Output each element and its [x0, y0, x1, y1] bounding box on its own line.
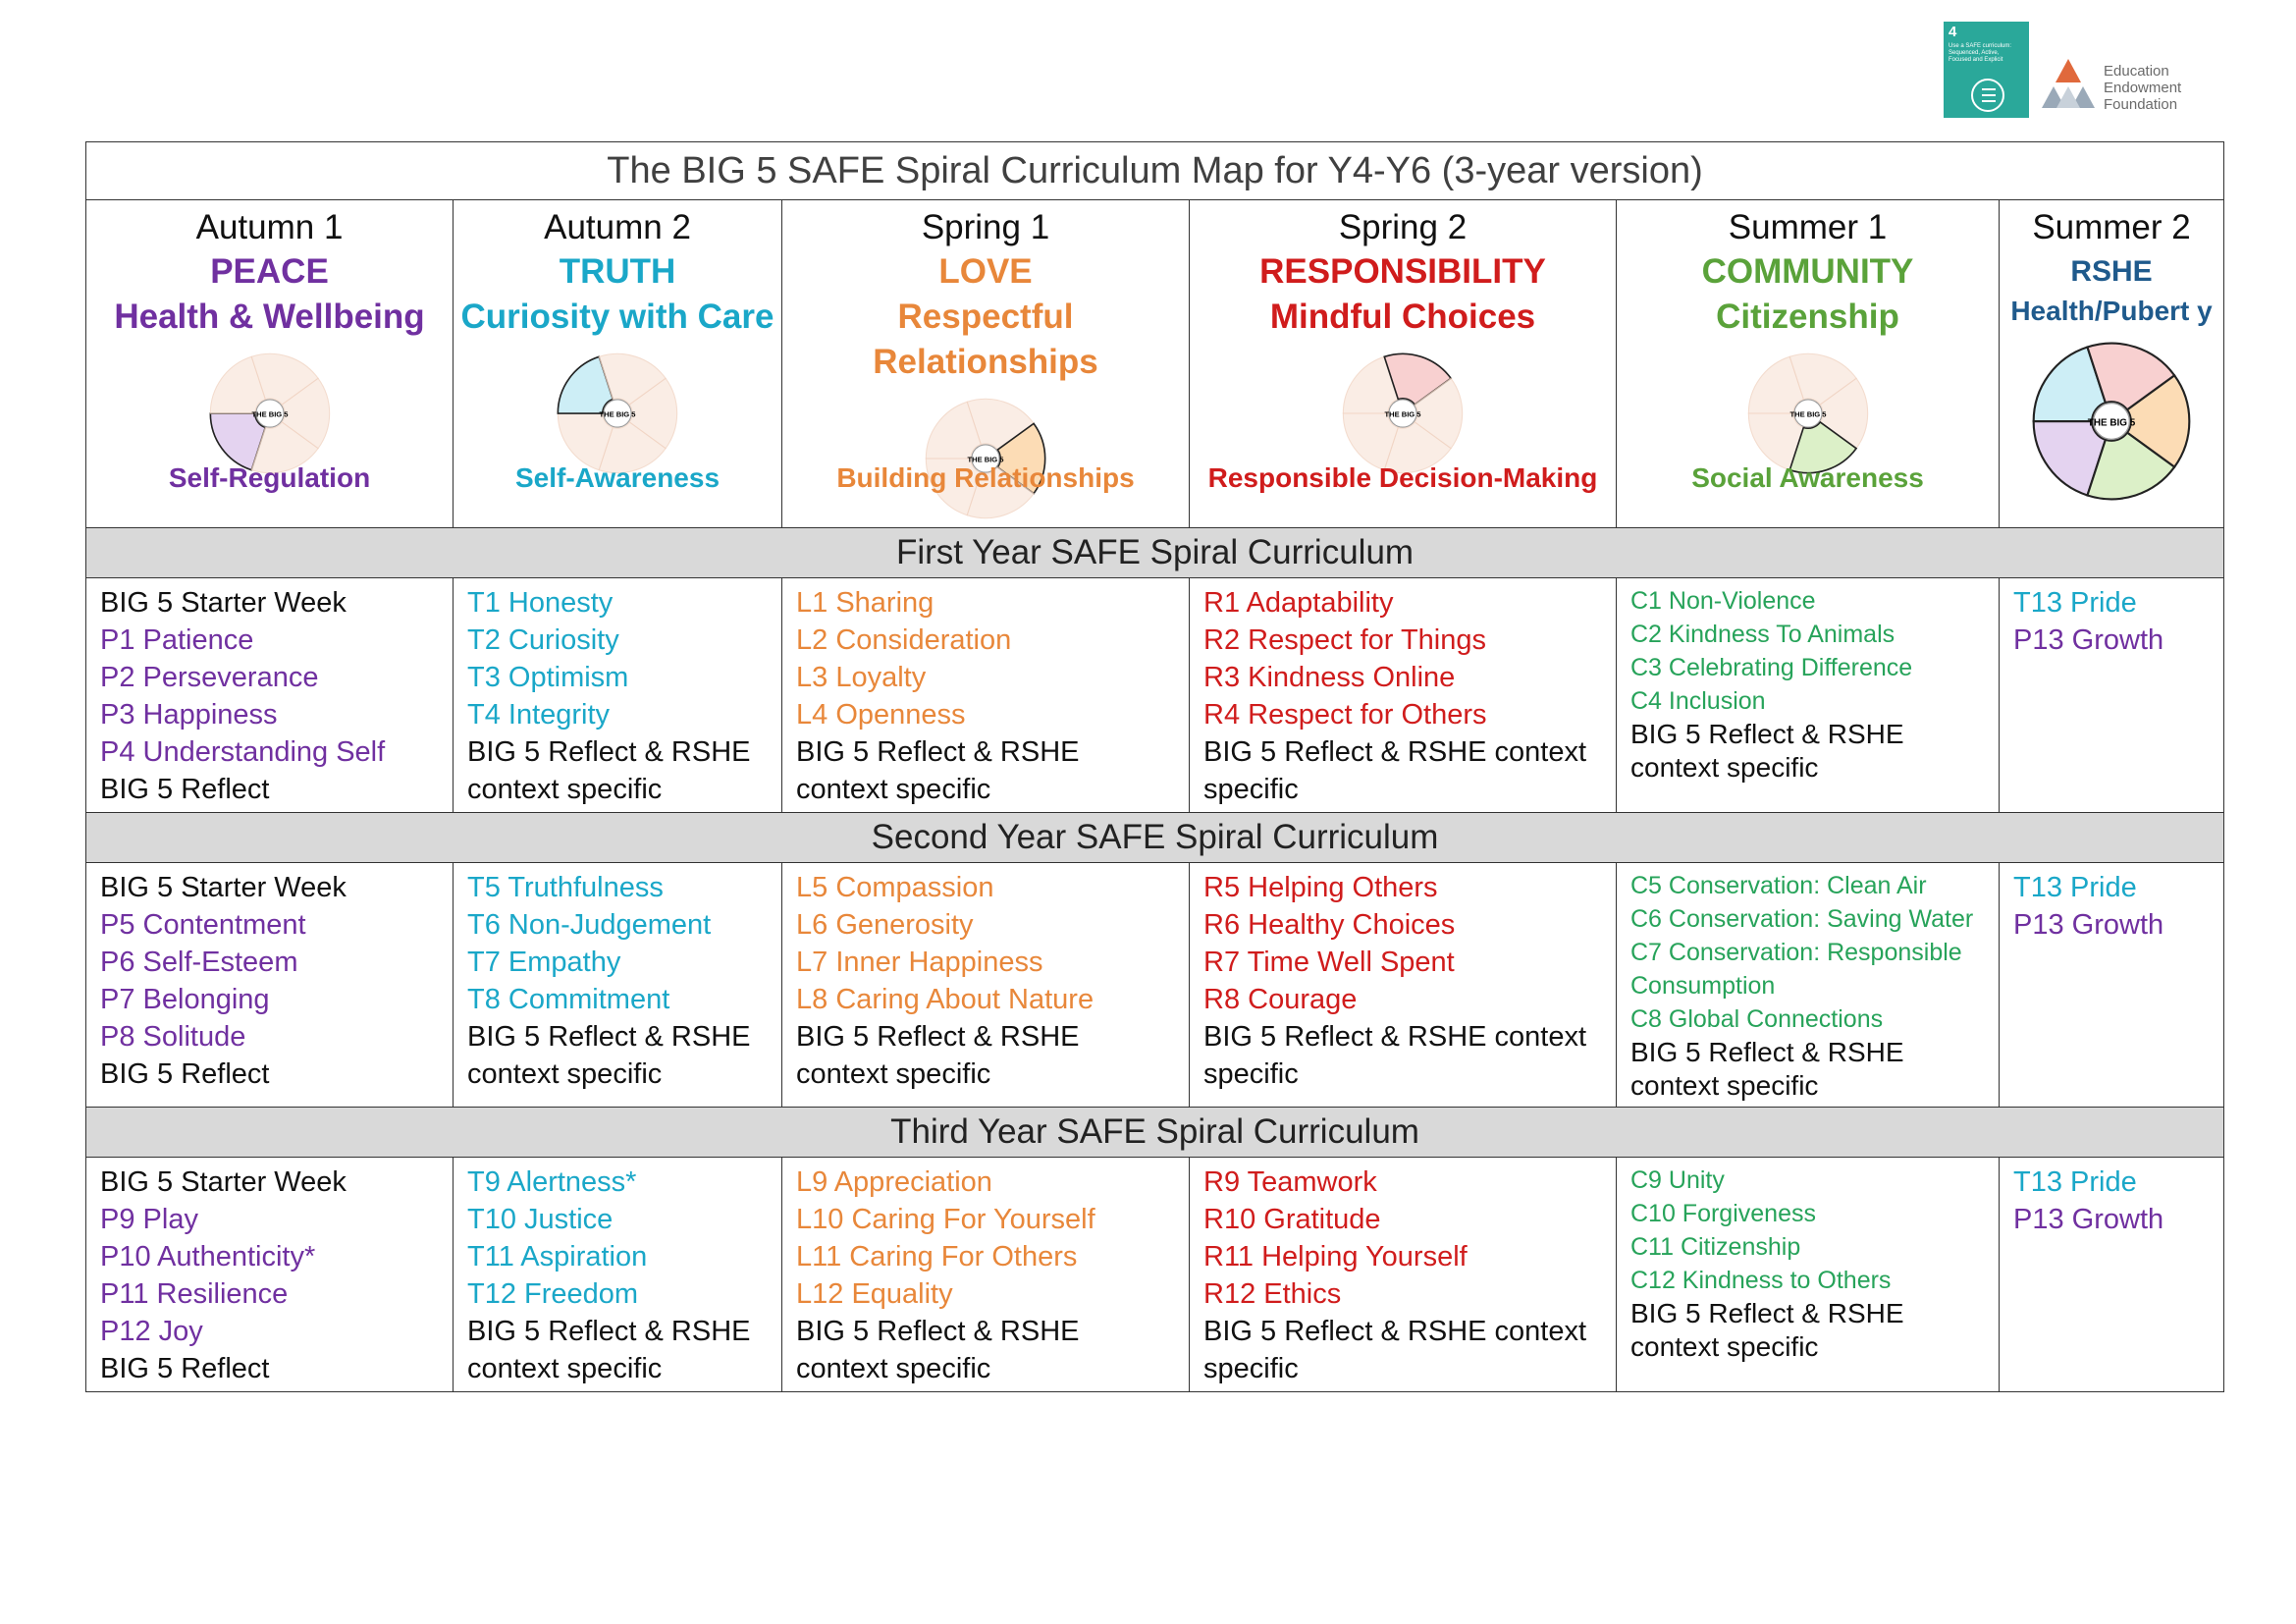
term-header-5	[2000, 200, 2224, 528]
lesson-item: C9 Unity	[1630, 1166, 1725, 1194]
lesson-item: T5 Truthfulness	[467, 872, 664, 903]
lesson-item: T8 Commitment	[467, 984, 670, 1015]
lesson-item: L5 Compassion	[796, 872, 994, 903]
big5-wheel-icon	[1339, 350, 1467, 477]
lesson-item: C3 Celebrating Difference	[1630, 654, 1913, 681]
theme-name: RESPONSIBILITY	[1259, 252, 1546, 291]
badge-text: Use a SAFE curriculum: Sequenced, Active, Focused and Explicit	[1949, 43, 2012, 63]
wheel-center-label: THE BIG 5	[1384, 409, 1421, 419]
term-header-1	[454, 200, 782, 528]
lesson-item: P2 Perseverance	[100, 662, 319, 693]
theme-name: TRUTH	[559, 252, 676, 291]
term-name: Spring 1	[921, 208, 1050, 246]
lesson-item: T1 Honesty	[467, 587, 614, 619]
lesson-item: P13 Growth	[2013, 909, 2164, 941]
lesson-item: P11 Resilience	[100, 1278, 289, 1310]
lesson-item: R11 Helping Yourself	[1203, 1241, 1468, 1272]
wheel-center-label: THE BIG 5	[599, 409, 636, 419]
curriculum-cell	[1190, 863, 1617, 1108]
lesson-item: P13 Growth	[2013, 624, 2164, 656]
lesson-item: T2 Curiosity	[467, 624, 619, 656]
curriculum-map-table	[85, 141, 2224, 1392]
lesson-item: T11 Aspiration	[467, 1241, 648, 1272]
wheel-center-label: THE BIG 5	[967, 455, 1004, 464]
lesson-item: T13 Pride	[2013, 1166, 2137, 1198]
curriculum-cell	[1617, 1158, 2000, 1392]
big5-wheel-icon	[554, 350, 681, 477]
term-name: Autumn 1	[195, 208, 344, 246]
lesson-item: BIG 5 Reflect & RSHE context specific	[467, 1316, 751, 1384]
lesson-item: P9 Play	[100, 1204, 198, 1235]
lesson-item: P10 Authenticity*	[100, 1241, 316, 1272]
lesson-item: BIG 5 Reflect & RSHE context specific	[1630, 1037, 1904, 1101]
lesson-item: L2 Consideration	[796, 624, 1012, 656]
lesson-item: BIG 5 Reflect	[100, 1058, 270, 1090]
wheel-center-label: THE BIG 5	[1789, 409, 1827, 419]
lesson-item: BIG 5 Reflect & RSHE context specific	[796, 1021, 1080, 1090]
term-name: Summer 2	[2032, 208, 2191, 246]
year-heading: Second Year SAFE Spiral Curriculum	[86, 813, 2224, 863]
lesson-item: C6 Conservation: Saving Water	[1630, 905, 1974, 933]
lesson-item: P8 Solitude	[100, 1021, 246, 1053]
skill-label: Social Awareness	[1691, 462, 1924, 493]
header-logos	[1944, 22, 2238, 120]
lesson-item: L11 Caring For Others	[796, 1241, 1078, 1272]
lesson-item: BIG 5 Starter Week	[100, 872, 347, 903]
term-name: Summer 1	[1728, 208, 1888, 246]
curriculum-cell	[2000, 1158, 2224, 1392]
lesson-item: L6 Generosity	[796, 909, 974, 941]
wheel-center-label: THE BIG 5	[2087, 417, 2136, 429]
lesson-item: C8 Global Connections	[1630, 1005, 1884, 1033]
lesson-item: T4 Integrity	[467, 699, 611, 731]
lesson-item: L10 Caring For Yourself	[796, 1204, 1095, 1235]
big5-wheel-icon	[2028, 338, 2195, 505]
skill-label: Responsible Decision-Making	[1207, 462, 1598, 493]
page-title: The BIG 5 SAFE Spiral Curriculum Map for Y4-Y6 (3-year version)	[86, 142, 2224, 200]
lesson-item: BIG 5 Reflect & RSHE context specific	[796, 1316, 1080, 1384]
term-header-2	[782, 200, 1190, 528]
lesson-item: C2 Kindness To Animals	[1630, 621, 1896, 648]
lesson-item: R2 Respect for Things	[1203, 624, 1486, 656]
lesson-item: R12 Ethics	[1203, 1278, 1342, 1310]
lesson-item: BIG 5 Reflect	[100, 774, 270, 805]
year-heading: First Year SAFE Spiral Curriculum	[86, 528, 2224, 578]
lesson-item: C5 Conservation: Clean Air	[1630, 872, 1927, 899]
curriculum-cell	[1617, 578, 2000, 813]
theme-subtitle: Respectful Relationships	[873, 298, 1098, 381]
lesson-item: P6 Self-Esteem	[100, 947, 298, 978]
curriculum-cell	[1190, 578, 1617, 813]
curriculum-cell	[86, 1158, 454, 1392]
curriculum-cell	[454, 863, 782, 1108]
term-header-4	[1617, 200, 2000, 528]
lesson-item: P5 Contentment	[100, 909, 306, 941]
lesson-item: R7 Time Well Spent	[1203, 947, 1455, 978]
term-header-3	[1190, 200, 1617, 528]
lesson-item: T13 Pride	[2013, 872, 2137, 903]
theme-name: RSHE	[2070, 255, 2153, 288]
lesson-item: L9 Appreciation	[796, 1166, 992, 1198]
curriculum-cell	[2000, 578, 2224, 813]
curriculum-cell	[86, 863, 454, 1108]
lesson-item: R10 Gratitude	[1203, 1204, 1381, 1235]
lesson-item: R6 Healthy Choices	[1203, 909, 1456, 941]
lesson-item: T12 Freedom	[467, 1278, 639, 1310]
skill-label: Self-Regulation	[168, 462, 371, 493]
lesson-item: BIG 5 Reflect & RSHE context specific	[1203, 736, 1587, 805]
skill-label: Self-Awareness	[514, 462, 721, 493]
theme-subtitle: Citizenship	[1716, 298, 1899, 336]
curriculum-cell	[454, 578, 782, 813]
lesson-item: BIG 5 Starter Week	[100, 1166, 347, 1198]
lesson-item: BIG 5 Reflect & RSHE context specific	[467, 736, 751, 805]
curriculum-cell	[782, 1158, 1190, 1392]
curriculum-cell	[782, 578, 1190, 813]
lesson-item: C1 Non-Violence	[1630, 587, 1816, 615]
big5-wheel-icon	[922, 395, 1049, 522]
lesson-item: BIG 5 Reflect & RSHE context specific	[467, 1021, 751, 1090]
lesson-item: BIG 5 Reflect & RSHE context specific	[1203, 1316, 1587, 1384]
lesson-item: R3 Kindness Online	[1203, 662, 1456, 693]
lesson-item: P1 Patience	[100, 624, 254, 656]
lesson-item: L3 Loyalty	[796, 662, 927, 693]
term-header-0	[86, 200, 454, 528]
lesson-item: P7 Belonging	[100, 984, 270, 1015]
lesson-item: L4 Openness	[796, 699, 966, 731]
lesson-item: R1 Adaptability	[1203, 587, 1394, 619]
lesson-item: L1 Sharing	[796, 587, 934, 619]
theme-subtitle: Health/Pubert y	[2010, 296, 2213, 326]
lesson-item: T9 Alertness*	[467, 1166, 637, 1198]
lesson-item: BIG 5 Reflect & RSHE context specific	[1203, 1021, 1587, 1090]
theme-subtitle: Health & Wellbeing	[114, 298, 425, 336]
eef-logo-text: Education Endowment Foundation	[2104, 63, 2182, 113]
skill-label: Building Relationships	[836, 462, 1135, 493]
badge-number: 4	[1949, 24, 1957, 40]
curriculum-cell	[1190, 1158, 1617, 1392]
lesson-item: R4 Respect for Others	[1203, 699, 1487, 731]
lesson-item: BIG 5 Reflect & RSHE context specific	[1630, 1298, 1904, 1362]
lesson-item: T7 Empathy	[467, 947, 621, 978]
lesson-item: L12 Equality	[796, 1278, 953, 1310]
safe-badge-logo	[1944, 22, 2029, 118]
curriculum-cell	[454, 1158, 782, 1392]
theme-subtitle: Mindful Choices	[1269, 298, 1536, 336]
curriculum-cell	[782, 863, 1190, 1108]
lesson-item: L8 Caring About Nature	[796, 984, 1095, 1015]
lesson-item: C11 Citizenship	[1630, 1233, 1801, 1261]
lesson-item: R8 Courage	[1203, 984, 1358, 1015]
list-icon	[1971, 79, 2004, 112]
big5-wheel-icon	[1744, 350, 1872, 477]
lesson-item: BIG 5 Reflect & RSHE context specific	[796, 736, 1080, 805]
lesson-item: T13 Pride	[2013, 587, 2137, 619]
lesson-item: C12 Kindness to Others	[1630, 1267, 1892, 1294]
theme-subtitle: Curiosity with Care	[460, 298, 774, 336]
lesson-item: BIG 5 Starter Week	[100, 587, 347, 619]
lesson-item: R5 Helping Others	[1203, 872, 1438, 903]
lesson-item: C10 Forgiveness	[1630, 1200, 1816, 1227]
lesson-item: T3 Optimism	[467, 662, 629, 693]
lesson-item: BIG 5 Reflect & RSHE context specific	[1630, 719, 1904, 783]
lesson-item: R9 Teamwork	[1203, 1166, 1377, 1198]
term-name: Spring 2	[1338, 208, 1468, 246]
theme-name: COMMUNITY	[1701, 252, 1914, 291]
theme-name: PEACE	[210, 252, 329, 291]
lesson-item: P12 Joy	[100, 1316, 203, 1347]
lesson-item: C7 Conservation: Responsible Consumption	[1630, 939, 1962, 1000]
lesson-item: T6 Non-Judgement	[467, 909, 712, 941]
wheel-center-label: THE BIG 5	[250, 409, 289, 419]
curriculum-cell	[2000, 863, 2224, 1108]
term-name: Autumn 2	[544, 208, 691, 246]
curriculum-cell	[1617, 863, 2000, 1108]
lesson-item: C4 Inclusion	[1630, 687, 1766, 715]
lesson-item: BIG 5 Reflect	[100, 1353, 270, 1384]
big5-wheel-icon	[206, 350, 334, 477]
eef-triangle-icon	[2042, 57, 2095, 112]
curriculum-cell	[86, 578, 454, 813]
lesson-item: P3 Happiness	[100, 699, 278, 731]
year-heading: Third Year SAFE Spiral Curriculum	[86, 1108, 2224, 1158]
lesson-item: T10 Justice	[467, 1204, 614, 1235]
lesson-item: P13 Growth	[2013, 1204, 2164, 1235]
theme-name: LOVE	[938, 252, 1033, 291]
lesson-item: P4 Understanding Self	[100, 736, 386, 768]
lesson-item: L7 Inner Happiness	[796, 947, 1043, 978]
